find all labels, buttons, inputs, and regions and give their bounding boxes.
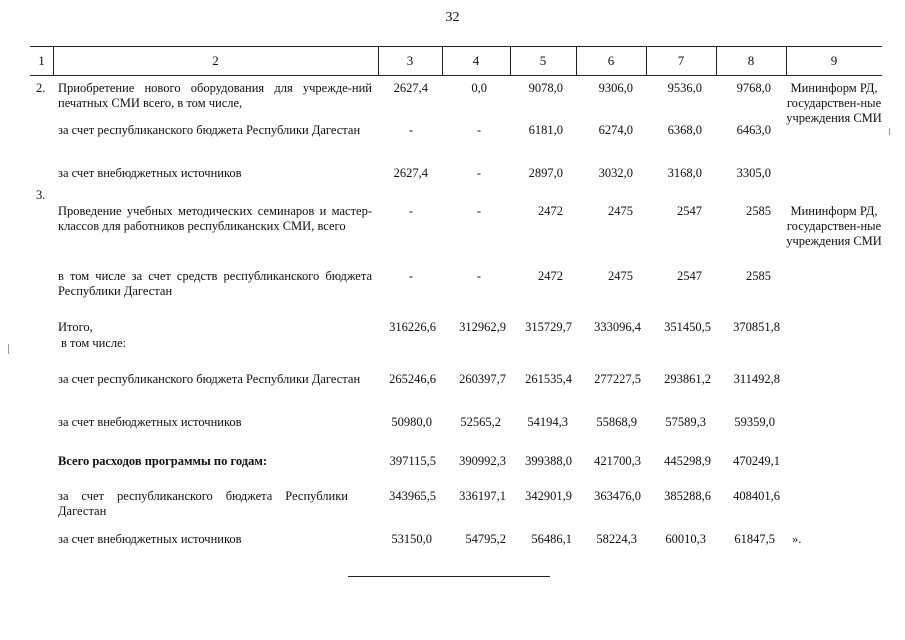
cell-col8: 370851,8 <box>733 320 780 334</box>
row-label: Приобретение нового оборудования для учрежде-ний печатных СМИ всего, в том числе, <box>58 81 372 110</box>
cell-col8: 2585 <box>746 204 771 218</box>
cell-col7: 3168,0 <box>667 166 702 180</box>
cell-col8: 2585 <box>746 269 771 283</box>
end-rule <box>348 576 550 577</box>
cell-col3: - <box>408 123 413 137</box>
cell-col8: 9768,0 <box>736 81 771 95</box>
cell-col3: 2627,4 <box>393 166 428 180</box>
header-cell-8: 8 <box>747 53 755 68</box>
cell-col7: 445298,9 <box>664 454 711 468</box>
cell-col7: 293861,2 <box>664 372 711 386</box>
cell-col4: 390992,3 <box>459 454 506 468</box>
row-label: за счет республиканского бюджета Республики Дагестан <box>58 489 348 518</box>
header-cell-5: 5 <box>539 53 547 68</box>
cell-col8: 61847,5 <box>734 532 775 546</box>
header-cell-2: 2 <box>212 53 219 68</box>
cell-col4: - <box>476 166 481 180</box>
cell-col3: 265246,6 <box>389 372 436 386</box>
cell-col7: 60010,3 <box>665 532 706 546</box>
header-cell-6: 6 <box>607 53 615 68</box>
cell-col7: 6368,0 <box>667 123 702 137</box>
cell-col7: 351450,5 <box>664 320 711 334</box>
cell-col4: - <box>476 204 481 218</box>
cell-col8: 470249,1 <box>733 454 780 468</box>
cell-col3: - <box>408 269 413 283</box>
grand-total-label: Всего расходов программы по годам: <box>58 454 267 468</box>
cell-col3: 2627,4 <box>393 81 428 95</box>
executor-cell: Мининформ РД, государствен-ные учреждения СМИ <box>786 81 882 125</box>
page-number: 32 <box>445 10 460 25</box>
header-cell-7: 7 <box>677 53 685 68</box>
cell-col4: - <box>476 269 481 283</box>
cell-col6: 333096,4 <box>594 320 641 334</box>
row-number: 2. <box>36 81 46 95</box>
cell-col4: 52565,2 <box>460 415 501 429</box>
closing-quote: ». <box>792 532 802 546</box>
cell-col6: 6274,0 <box>598 123 633 137</box>
cell-col8: 408401,6 <box>733 489 780 503</box>
cell-col7: 385288,6 <box>664 489 711 503</box>
subtotal-label: в том числе: <box>61 336 127 350</box>
cell-col6: 2475 <box>608 269 633 283</box>
row-label: Проведение учебных методических семинаров и мастер-классов для работников республиканских СМИ, всего <box>58 204 372 233</box>
cell-col5: 2472 <box>538 204 563 218</box>
total-label: Итого, <box>58 320 93 334</box>
cell-col3: - <box>408 204 413 218</box>
row-label: за счет внебюджетных источников <box>58 166 242 180</box>
cell-col5: 261535,4 <box>525 372 572 386</box>
cell-col5: 9078,0 <box>528 81 563 95</box>
cell-col3: 50980,0 <box>391 415 432 429</box>
cell-col5: 56486,1 <box>531 532 572 546</box>
cell-col3: 316226,6 <box>389 320 436 334</box>
cell-col7: 2547 <box>677 269 702 283</box>
cell-col5: 54194,3 <box>527 415 568 429</box>
cell-col6: 58224,3 <box>596 532 637 546</box>
cell-col5: 315729,7 <box>525 320 572 334</box>
scan-mark <box>8 344 9 354</box>
cell-col4: - <box>476 123 481 137</box>
cell-col3: 343965,5 <box>389 489 436 503</box>
executor-cell: Мининформ РД, государствен-ные учреждения СМИ <box>786 204 882 248</box>
header-cell-1: 1 <box>38 53 45 68</box>
cell-col3: 53150,0 <box>391 532 432 546</box>
header-cell-4: 4 <box>472 53 480 68</box>
header-cell-3: 3 <box>406 53 414 68</box>
table-header <box>30 46 882 76</box>
cell-col6: 277227,5 <box>594 372 641 386</box>
cell-col8: 3305,0 <box>736 166 771 180</box>
row-number: 3. <box>36 188 46 202</box>
cell-col6: 55868,9 <box>596 415 637 429</box>
scan-mark <box>889 128 890 135</box>
cell-col7: 9536,0 <box>667 81 702 95</box>
cell-col5: 2897,0 <box>528 166 563 180</box>
cell-col5: 2472 <box>538 269 563 283</box>
cell-col8: 59359,0 <box>734 415 775 429</box>
cell-col4: 260397,7 <box>459 372 506 386</box>
cell-col6: 9306,0 <box>598 81 633 95</box>
cell-col5: 6181,0 <box>528 123 563 137</box>
cell-col4: 336197,1 <box>459 489 506 503</box>
row-label: за счет республиканского бюджета Республики Дагестан <box>58 372 361 386</box>
row-label: за счет внебюджетных источников <box>58 415 242 429</box>
cell-col3: 397115,5 <box>389 454 436 468</box>
cell-col8: 311492,8 <box>733 372 780 386</box>
cell-col5: 342901,9 <box>525 489 572 503</box>
header-cell-9: 9 <box>830 53 838 68</box>
cell-col6: 3032,0 <box>598 166 633 180</box>
cell-col4: 312962,9 <box>459 320 506 334</box>
row-label: за счет внебюджетных источников <box>58 532 242 546</box>
cell-col7: 2547 <box>677 204 702 218</box>
cell-col6: 2475 <box>608 204 633 218</box>
cell-col6: 363476,0 <box>594 489 641 503</box>
cell-col7: 57589,3 <box>665 415 706 429</box>
cell-col5: 399388,0 <box>525 454 572 468</box>
cell-col4: 54795,2 <box>465 532 506 546</box>
row-label: в том числе за счет средств республиканского бюджета Республики Дагестан <box>58 269 372 298</box>
cell-col6: 421700,3 <box>594 454 641 468</box>
cell-col8: 6463,0 <box>736 123 771 137</box>
row-label: за счет республиканского бюджета Республики Дагестан <box>58 123 361 137</box>
cell-col4: 0,0 <box>471 81 487 95</box>
